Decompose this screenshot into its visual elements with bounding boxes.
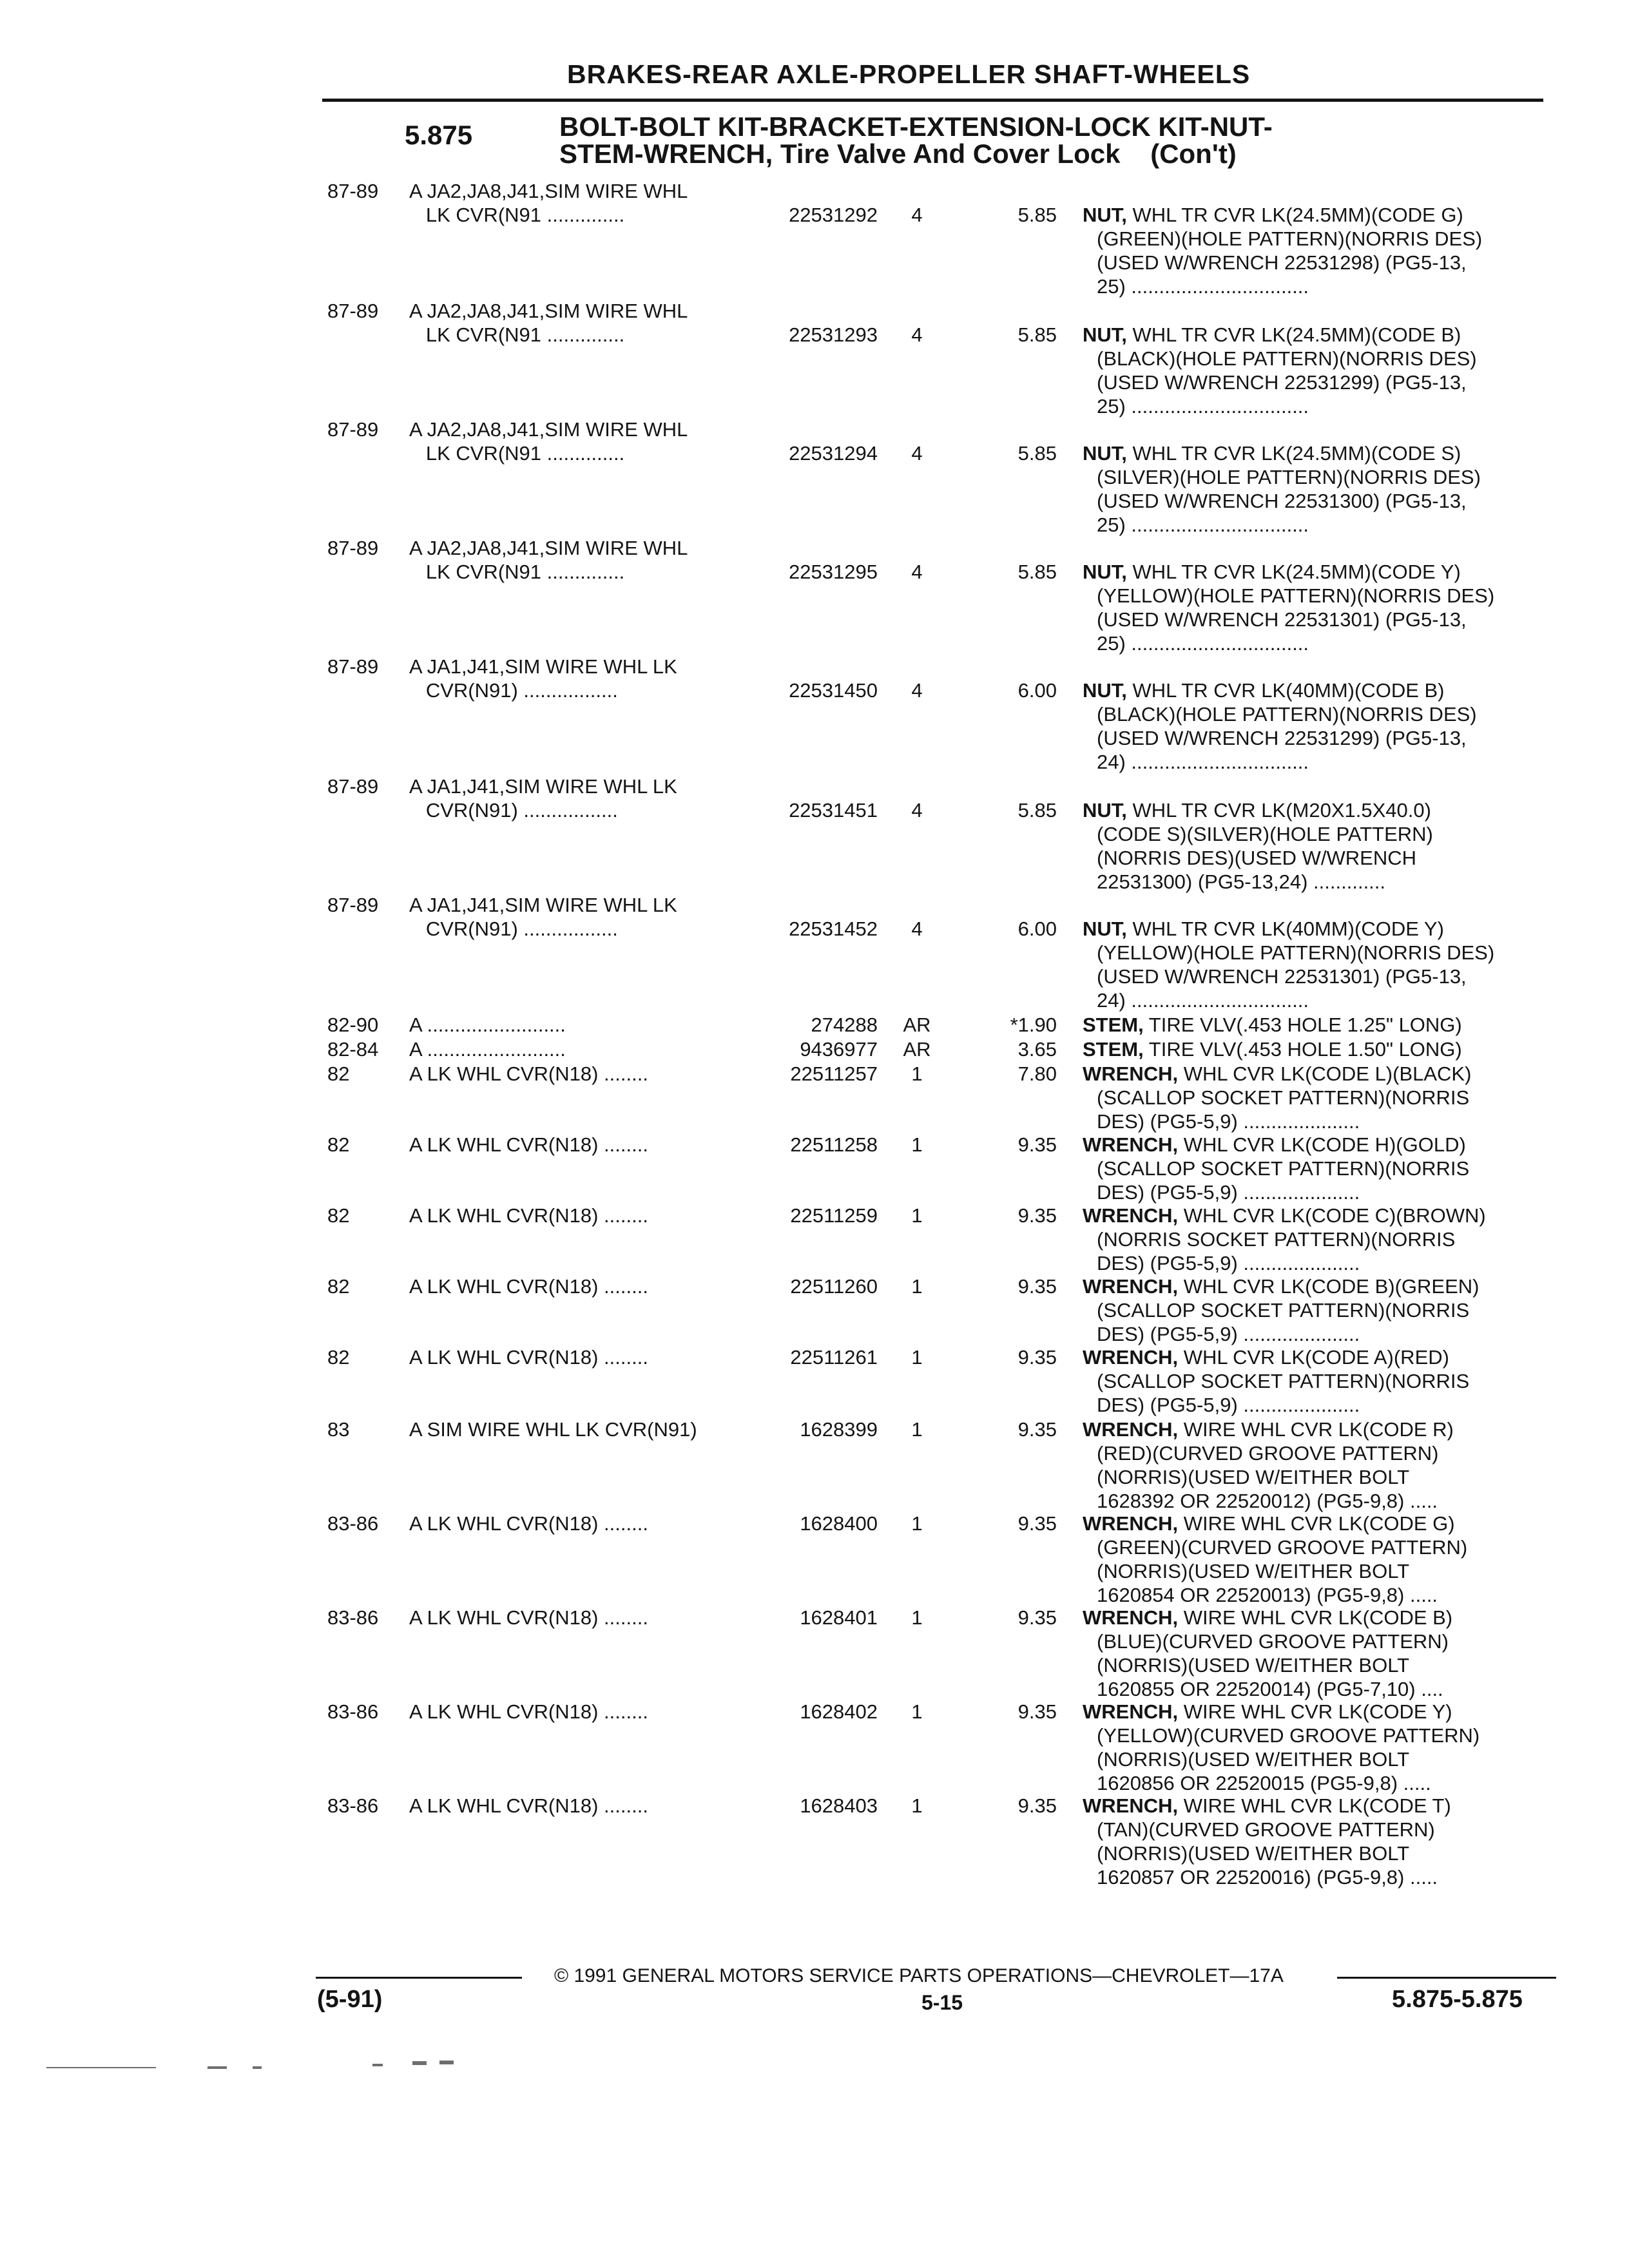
- part-name: NUT,: [1083, 561, 1127, 583]
- part-desc-line: DES) (PG5-5,9) .....................: [1097, 1394, 1360, 1416]
- application-line: LK CVR(N91 ..............: [409, 561, 625, 583]
- application-desc: [409, 1606, 648, 1629]
- part-desc-line: [1083, 678, 1553, 702]
- quantity: 1: [911, 1346, 923, 1369]
- part-desc-line: (RED)(CURVED GROOVE PATTERN): [1097, 1442, 1439, 1465]
- quantity: 4: [911, 561, 923, 583]
- price: 9.35: [1017, 1794, 1057, 1817]
- part-desc-text: WHL CVR LK(CODE B)(GREEN): [1183, 1275, 1480, 1298]
- quantity: 4: [911, 442, 923, 465]
- part-desc-line: [1083, 1062, 1553, 1086]
- application-line: A JA2,JA8,J41,SIM WIRE WHL: [409, 180, 688, 202]
- part-desc-line: 1620854 OR 22520013) (PG5-9,8) .....: [1097, 1584, 1438, 1606]
- application-line: A LK WHL CVR(N18) ........: [409, 1346, 648, 1369]
- section-range: 5.875-5.875: [1392, 1986, 1523, 2013]
- part-desc-line: DES) (PG5-5,9) .....................: [1097, 1181, 1360, 1204]
- scan-speck: [253, 2066, 262, 2069]
- part-desc-line: (TAN)(CURVED GROOVE PATTERN): [1097, 1818, 1435, 1841]
- application-line: A JA2,JA8,J41,SIM WIRE WHL: [409, 300, 688, 322]
- quantity: AR: [903, 1014, 931, 1036]
- section-title-line1: BOLT-BOLT KIT-BRACKET-EXTENSION-LOCK KIT-NUT-: [559, 111, 1273, 142]
- quantity: 4: [911, 918, 923, 940]
- application-line: CVR(N91) .................: [409, 799, 618, 822]
- price: 9.35: [1017, 1606, 1057, 1629]
- part-description: [1083, 1794, 1553, 1889]
- application-line: A JA1,J41,SIM WIRE WHL LK: [409, 894, 677, 916]
- part-description: [1083, 441, 1553, 537]
- application-desc: [409, 179, 688, 227]
- part-desc-line: (NORRIS DES)(USED W/WRENCH: [1097, 847, 1416, 869]
- scan-speck: [372, 2064, 383, 2066]
- part-description: [1083, 1418, 1553, 1513]
- application-desc: [409, 536, 688, 584]
- scan-speck: [46, 2067, 156, 2068]
- part-desc-line: (NORRIS)(USED W/EITHER BOLT: [1097, 1654, 1410, 1677]
- page-number: 5-15: [921, 1991, 963, 2014]
- part-description: [1083, 323, 1553, 418]
- part-desc-line: (USED W/WRENCH 22531299) (PG5-13,: [1097, 371, 1467, 394]
- part-desc-line: [1083, 1418, 1553, 1441]
- price: 9.35: [1017, 1133, 1057, 1156]
- part-desc-line: [1083, 1700, 1553, 1724]
- scan-speck: [412, 2061, 427, 2065]
- application-line: CVR(N91) .................: [409, 918, 618, 940]
- application-line: LK CVR(N91 ..............: [409, 442, 625, 465]
- part-desc-line: 1620856 OR 22520015 (PG5-9,8) .....: [1097, 1772, 1431, 1794]
- part-desc-line: [1083, 798, 1553, 822]
- price: 7.80: [1017, 1062, 1057, 1085]
- part-desc-line: [1083, 917, 1553, 941]
- model-years: 82: [327, 1133, 350, 1156]
- quantity: 4: [911, 323, 923, 346]
- model-years: 83-86: [327, 1794, 379, 1817]
- part-desc-line: (USED W/WRENCH 22531301) (PG5-13,: [1097, 965, 1467, 988]
- part-desc-line: (CODE S)(SILVER)(HOLE PATTERN): [1097, 823, 1433, 845]
- part-number: 22511261: [790, 1346, 878, 1369]
- price: 5.85: [1017, 799, 1057, 822]
- application-line: A LK WHL CVR(N18) ........: [409, 1062, 648, 1085]
- application-line: A LK WHL CVR(N18) ........: [409, 1512, 648, 1535]
- part-name: NUT,: [1083, 204, 1127, 226]
- footer-rule-left: [316, 1977, 522, 1979]
- part-number: 22531294: [789, 442, 878, 465]
- part-desc-text: WHL TR CVR LK(24.5MM)(CODE Y): [1132, 561, 1461, 583]
- part-desc-line: 1620857 OR 22520016) (PG5-9,8) .....: [1097, 1866, 1438, 1888]
- part-desc-text: WHL TR CVR LK(24.5MM)(CODE G): [1132, 204, 1463, 226]
- price: 5.85: [1017, 204, 1057, 226]
- part-desc-line: [1083, 1133, 1553, 1157]
- part-desc-line: [1083, 1512, 1553, 1535]
- application-line: A LK WHL CVR(N18) ........: [409, 1700, 648, 1723]
- application-line: A LK WHL CVR(N18) ........: [409, 1606, 648, 1629]
- part-number: 1628403: [800, 1794, 878, 1817]
- application-line: LK CVR(N91 ..............: [409, 323, 625, 346]
- model-years: 82: [327, 1204, 350, 1227]
- part-number: 22511257: [790, 1062, 878, 1085]
- model-years: 87-89: [327, 418, 379, 441]
- part-desc-line: (YELLOW)(CURVED GROOVE PATTERN): [1097, 1724, 1480, 1747]
- part-name: NUT,: [1083, 679, 1127, 702]
- part-description: [1083, 1274, 1553, 1346]
- part-desc-line: (BLUE)(CURVED GROOVE PATTERN): [1097, 1630, 1449, 1653]
- application-line: A .........................: [409, 1014, 566, 1036]
- part-desc-text: WHL CVR LK(CODE L)(BLACK): [1183, 1062, 1472, 1085]
- application-desc: [409, 1013, 566, 1037]
- part-desc-line: 24) ................................: [1097, 989, 1309, 1012]
- quantity: AR: [903, 1038, 931, 1061]
- part-desc-line: 1628392 OR 22520012) (PG5-9,8) .....: [1097, 1490, 1438, 1512]
- price: 3.65: [1017, 1038, 1057, 1061]
- part-description: [1083, 1345, 1553, 1417]
- quantity: 1: [911, 1275, 923, 1298]
- price: 9.35: [1017, 1700, 1057, 1723]
- part-desc-text: WIRE WHL CVR LK(CODE G): [1183, 1512, 1455, 1535]
- application-desc: [409, 1700, 648, 1724]
- part-number: 22511260: [790, 1275, 878, 1298]
- part-name: WRENCH,: [1083, 1794, 1179, 1817]
- application-line: LK CVR(N91 ..............: [409, 204, 625, 226]
- model-years: 82-90: [327, 1014, 379, 1036]
- application-desc: [409, 1345, 648, 1369]
- part-desc-line: [1083, 441, 1553, 465]
- price: 6.00: [1017, 918, 1057, 940]
- model-years: 87-89: [327, 537, 379, 559]
- application-line: A JA2,JA8,J41,SIM WIRE WHL: [409, 537, 688, 559]
- part-desc-line: [1083, 323, 1553, 347]
- part-desc-line: [1083, 560, 1553, 584]
- part-number: 1628402: [800, 1700, 878, 1723]
- part-desc-text: WHL TR CVR LK(M20X1.5X40.0): [1132, 799, 1431, 822]
- part-desc-line: (BLACK)(HOLE PATTERN)(NORRIS DES): [1097, 703, 1477, 726]
- part-desc-line: (USED W/WRENCH 22531299) (PG5-13,: [1097, 727, 1467, 749]
- price: 5.85: [1017, 561, 1057, 583]
- part-name: WRENCH,: [1083, 1133, 1179, 1156]
- part-desc-line: (BLACK)(HOLE PATTERN)(NORRIS DES): [1097, 347, 1477, 370]
- quantity: 1: [911, 1606, 923, 1629]
- quantity: 1: [911, 1700, 923, 1723]
- footer-rule-right: [1337, 1977, 1556, 1979]
- model-years: 87-89: [327, 300, 379, 322]
- application-line: A SIM WIRE WHL LK CVR(N91): [409, 1418, 697, 1441]
- price: *1.90: [1010, 1014, 1057, 1036]
- application-line: A LK WHL CVR(N18) ........: [409, 1794, 648, 1817]
- part-desc-line: 1620855 OR 22520014) (PG5-7,10) ....: [1097, 1678, 1443, 1700]
- part-desc-line: [1083, 1037, 1553, 1061]
- section-number: 5.875: [405, 120, 473, 150]
- part-number: 1628401: [800, 1606, 878, 1629]
- part-desc-line: 22531300) (PG5-13,24) .............: [1097, 870, 1386, 893]
- part-number: 274288: [811, 1014, 878, 1036]
- part-number: 22511258: [790, 1133, 878, 1156]
- part-name: WRENCH,: [1083, 1062, 1179, 1085]
- price: 9.35: [1017, 1275, 1057, 1298]
- part-desc-line: DES) (PG5-5,9) .....................: [1097, 1110, 1360, 1133]
- part-description: [1083, 1037, 1553, 1061]
- application-desc: [409, 1133, 648, 1157]
- page-title: BRAKES-REAR AXLE-PROPELLER SHAFT-WHEELS: [567, 59, 1251, 89]
- application-line: A LK WHL CVR(N18) ........: [409, 1133, 648, 1156]
- part-description: [1083, 1512, 1553, 1607]
- price: 5.85: [1017, 323, 1057, 346]
- model-years: 83-86: [327, 1700, 379, 1723]
- header-divider: [322, 99, 1543, 102]
- price: 9.35: [1017, 1346, 1057, 1369]
- part-desc-text: WHL CVR LK(CODE H)(GOLD): [1183, 1133, 1466, 1156]
- part-desc-text: WHL TR CVR LK(40MM)(CODE B): [1132, 679, 1445, 702]
- part-desc-line: 24) ................................: [1097, 751, 1309, 773]
- application-desc: [409, 1274, 648, 1298]
- part-description: [1083, 1133, 1553, 1204]
- part-description: [1083, 917, 1553, 1012]
- part-number: 22531293: [789, 323, 878, 346]
- part-number: 22531292: [789, 204, 878, 226]
- application-line: A JA2,JA8,J41,SIM WIRE WHL: [409, 418, 688, 441]
- part-desc-line: (SCALLOP SOCKET PATTERN)(NORRIS: [1097, 1157, 1470, 1180]
- part-desc-line: [1083, 1274, 1553, 1298]
- part-desc-line: [1083, 203, 1553, 227]
- part-desc-line: DES) (PG5-5,9) .....................: [1097, 1252, 1360, 1274]
- model-years: 82: [327, 1275, 350, 1298]
- part-name: WRENCH,: [1083, 1512, 1179, 1535]
- part-number: 1628400: [800, 1512, 878, 1535]
- revision-date: (5-91): [317, 1986, 383, 2013]
- part-name: STEM,: [1083, 1038, 1144, 1061]
- application-desc: [409, 1418, 697, 1441]
- part-description: [1083, 1606, 1553, 1701]
- part-description: [1083, 798, 1553, 894]
- part-desc-line: 25) ................................: [1097, 395, 1309, 418]
- part-name: NUT,: [1083, 799, 1127, 822]
- model-years: 82: [327, 1346, 350, 1369]
- quantity: 1: [911, 1062, 923, 1085]
- part-desc-line: (YELLOW)(HOLE PATTERN)(NORRIS DES): [1097, 941, 1495, 964]
- price: 9.35: [1017, 1512, 1057, 1535]
- quantity: 1: [911, 1204, 923, 1227]
- part-desc-text: WHL TR CVR LK(24.5MM)(CODE S): [1132, 442, 1461, 465]
- part-desc-line: (NORRIS)(USED W/EITHER BOLT: [1097, 1842, 1410, 1865]
- part-number: 22531451: [789, 799, 878, 822]
- part-name: WRENCH,: [1083, 1606, 1179, 1629]
- part-name: WRENCH,: [1083, 1346, 1179, 1369]
- application-desc: [409, 1037, 566, 1061]
- application-line: A JA1,J41,SIM WIRE WHL LK: [409, 775, 677, 798]
- application-line: A JA1,J41,SIM WIRE WHL LK: [409, 655, 677, 678]
- model-years: 87-89: [327, 775, 379, 798]
- model-years: 82-84: [327, 1038, 379, 1061]
- part-name: WRENCH,: [1083, 1700, 1179, 1723]
- part-name: WRENCH,: [1083, 1204, 1179, 1227]
- quantity: 4: [911, 799, 923, 822]
- model-years: 87-89: [327, 894, 379, 916]
- part-name: NUT,: [1083, 323, 1127, 346]
- application-line: A LK WHL CVR(N18) ........: [409, 1275, 648, 1298]
- application-line: A .........................: [409, 1038, 566, 1061]
- model-years: 83: [327, 1418, 350, 1441]
- part-desc-text: WIRE WHL CVR LK(CODE R): [1183, 1418, 1454, 1441]
- application-desc: [409, 655, 677, 702]
- part-desc-line: 25) ................................: [1097, 632, 1309, 655]
- part-number: 22531450: [789, 679, 878, 702]
- part-desc-line: (NORRIS)(USED W/EITHER BOLT: [1097, 1466, 1410, 1488]
- part-desc-line: (GREEN)(HOLE PATTERN)(NORRIS DES): [1097, 227, 1483, 250]
- part-name: WRENCH,: [1083, 1275, 1179, 1298]
- part-desc-text: WHL TR CVR LK(24.5MM)(CODE B): [1132, 323, 1461, 346]
- part-desc-text: WIRE WHL CVR LK(CODE B): [1183, 1606, 1453, 1629]
- part-description: [1083, 678, 1553, 774]
- part-number: 22531295: [789, 561, 878, 583]
- application-desc: [409, 1062, 648, 1086]
- scan-speck: [207, 2066, 227, 2069]
- quantity: 1: [911, 1512, 923, 1535]
- part-number: 22511259: [790, 1204, 878, 1227]
- copyright-notice: © 1991 GENERAL MOTORS SERVICE PARTS OPERATIONS—CHEVROLET—17A: [554, 1965, 1284, 1986]
- quantity: 4: [911, 679, 923, 702]
- part-desc-line: (USED W/WRENCH 22531298) (PG5-13,: [1097, 251, 1467, 274]
- part-desc-line: [1083, 1345, 1553, 1369]
- part-desc-line: (YELLOW)(HOLE PATTERN)(NORRIS DES): [1097, 584, 1495, 607]
- price: 9.35: [1017, 1204, 1057, 1227]
- section-title: [559, 113, 1273, 168]
- part-desc-line: [1083, 1204, 1553, 1227]
- price: 5.85: [1017, 442, 1057, 465]
- section-title-line2-text: STEM-WRENCH, Tire Valve And Cover Lock: [559, 139, 1121, 169]
- model-years: 83-86: [327, 1606, 379, 1629]
- part-desc-line: (USED W/WRENCH 22531301) (PG5-13,: [1097, 608, 1467, 631]
- application-desc: [409, 1204, 648, 1227]
- part-desc-line: 25) ................................: [1097, 275, 1309, 298]
- part-desc-line: (NORRIS)(USED W/EITHER BOLT: [1097, 1748, 1410, 1771]
- scan-speck: [439, 2061, 454, 2064]
- application-desc: [409, 774, 677, 822]
- part-desc-text: WHL CVR LK(CODE A)(RED): [1183, 1346, 1449, 1369]
- application-desc: [409, 1512, 648, 1535]
- part-name: NUT,: [1083, 918, 1127, 940]
- model-years: 83-86: [327, 1512, 379, 1535]
- application-line: A LK WHL CVR(N18) ........: [409, 1204, 648, 1227]
- part-desc-line: (USED W/WRENCH 22531300) (PG5-13,: [1097, 490, 1467, 512]
- part-desc-text: WIRE WHL CVR LK(CODE Y): [1183, 1700, 1452, 1723]
- model-years: 87-89: [327, 180, 379, 202]
- application-desc: [409, 893, 677, 941]
- part-name: STEM,: [1083, 1014, 1144, 1036]
- application-desc: [409, 299, 688, 347]
- part-desc-line: (SCALLOP SOCKET PATTERN)(NORRIS: [1097, 1370, 1470, 1392]
- price: 6.00: [1017, 679, 1057, 702]
- part-desc-line: [1083, 1606, 1553, 1629]
- section-title-line2: [559, 140, 1273, 168]
- quantity: 1: [911, 1133, 923, 1156]
- part-desc-line: (NORRIS)(USED W/EITHER BOLT: [1097, 1560, 1410, 1582]
- part-description: [1083, 1062, 1553, 1133]
- part-desc-line: (NORRIS SOCKET PATTERN)(NORRIS: [1097, 1228, 1456, 1251]
- continued-label: (Con't): [1150, 139, 1237, 169]
- quantity: 1: [911, 1418, 923, 1441]
- part-desc-line: (SILVER)(HOLE PATTERN)(NORRIS DES): [1097, 466, 1481, 488]
- part-desc-line: (SCALLOP SOCKET PATTERN)(NORRIS: [1097, 1086, 1470, 1109]
- part-description: [1083, 1013, 1553, 1037]
- part-number: 1628399: [800, 1418, 878, 1441]
- part-description: [1083, 1204, 1553, 1275]
- application-desc: [409, 1794, 648, 1818]
- part-desc-line: DES) (PG5-5,9) .....................: [1097, 1323, 1360, 1345]
- model-years: 82: [327, 1062, 350, 1085]
- quantity: 1: [911, 1794, 923, 1817]
- part-desc-line: 25) ................................: [1097, 514, 1309, 536]
- part-desc-text: TIRE VLV(.453 HOLE 1.50" LONG): [1148, 1038, 1462, 1061]
- part-desc-text: WHL CVR LK(CODE C)(BROWN): [1183, 1204, 1486, 1227]
- part-description: [1083, 1700, 1553, 1795]
- part-name: NUT,: [1083, 442, 1127, 465]
- quantity: 4: [911, 204, 923, 226]
- application-desc: [409, 418, 688, 465]
- model-years: 87-89: [327, 655, 379, 678]
- application-line: CVR(N91) .................: [409, 679, 618, 702]
- part-number: 9436977: [800, 1038, 878, 1061]
- part-desc-line: [1083, 1794, 1553, 1818]
- part-desc-text: WIRE WHL CVR LK(CODE T): [1183, 1794, 1451, 1817]
- part-description: [1083, 203, 1553, 298]
- part-desc-line: [1083, 1013, 1553, 1037]
- part-number: 22531452: [789, 918, 878, 940]
- part-description: [1083, 560, 1553, 655]
- part-desc-text: TIRE VLV(.453 HOLE 1.25" LONG): [1148, 1014, 1462, 1036]
- part-desc-text: WHL TR CVR LK(40MM)(CODE Y): [1132, 918, 1444, 940]
- part-desc-line: (SCALLOP SOCKET PATTERN)(NORRIS: [1097, 1299, 1470, 1321]
- price: 9.35: [1017, 1418, 1057, 1441]
- part-desc-line: (GREEN)(CURVED GROOVE PATTERN): [1097, 1536, 1468, 1559]
- part-name: WRENCH,: [1083, 1418, 1179, 1441]
